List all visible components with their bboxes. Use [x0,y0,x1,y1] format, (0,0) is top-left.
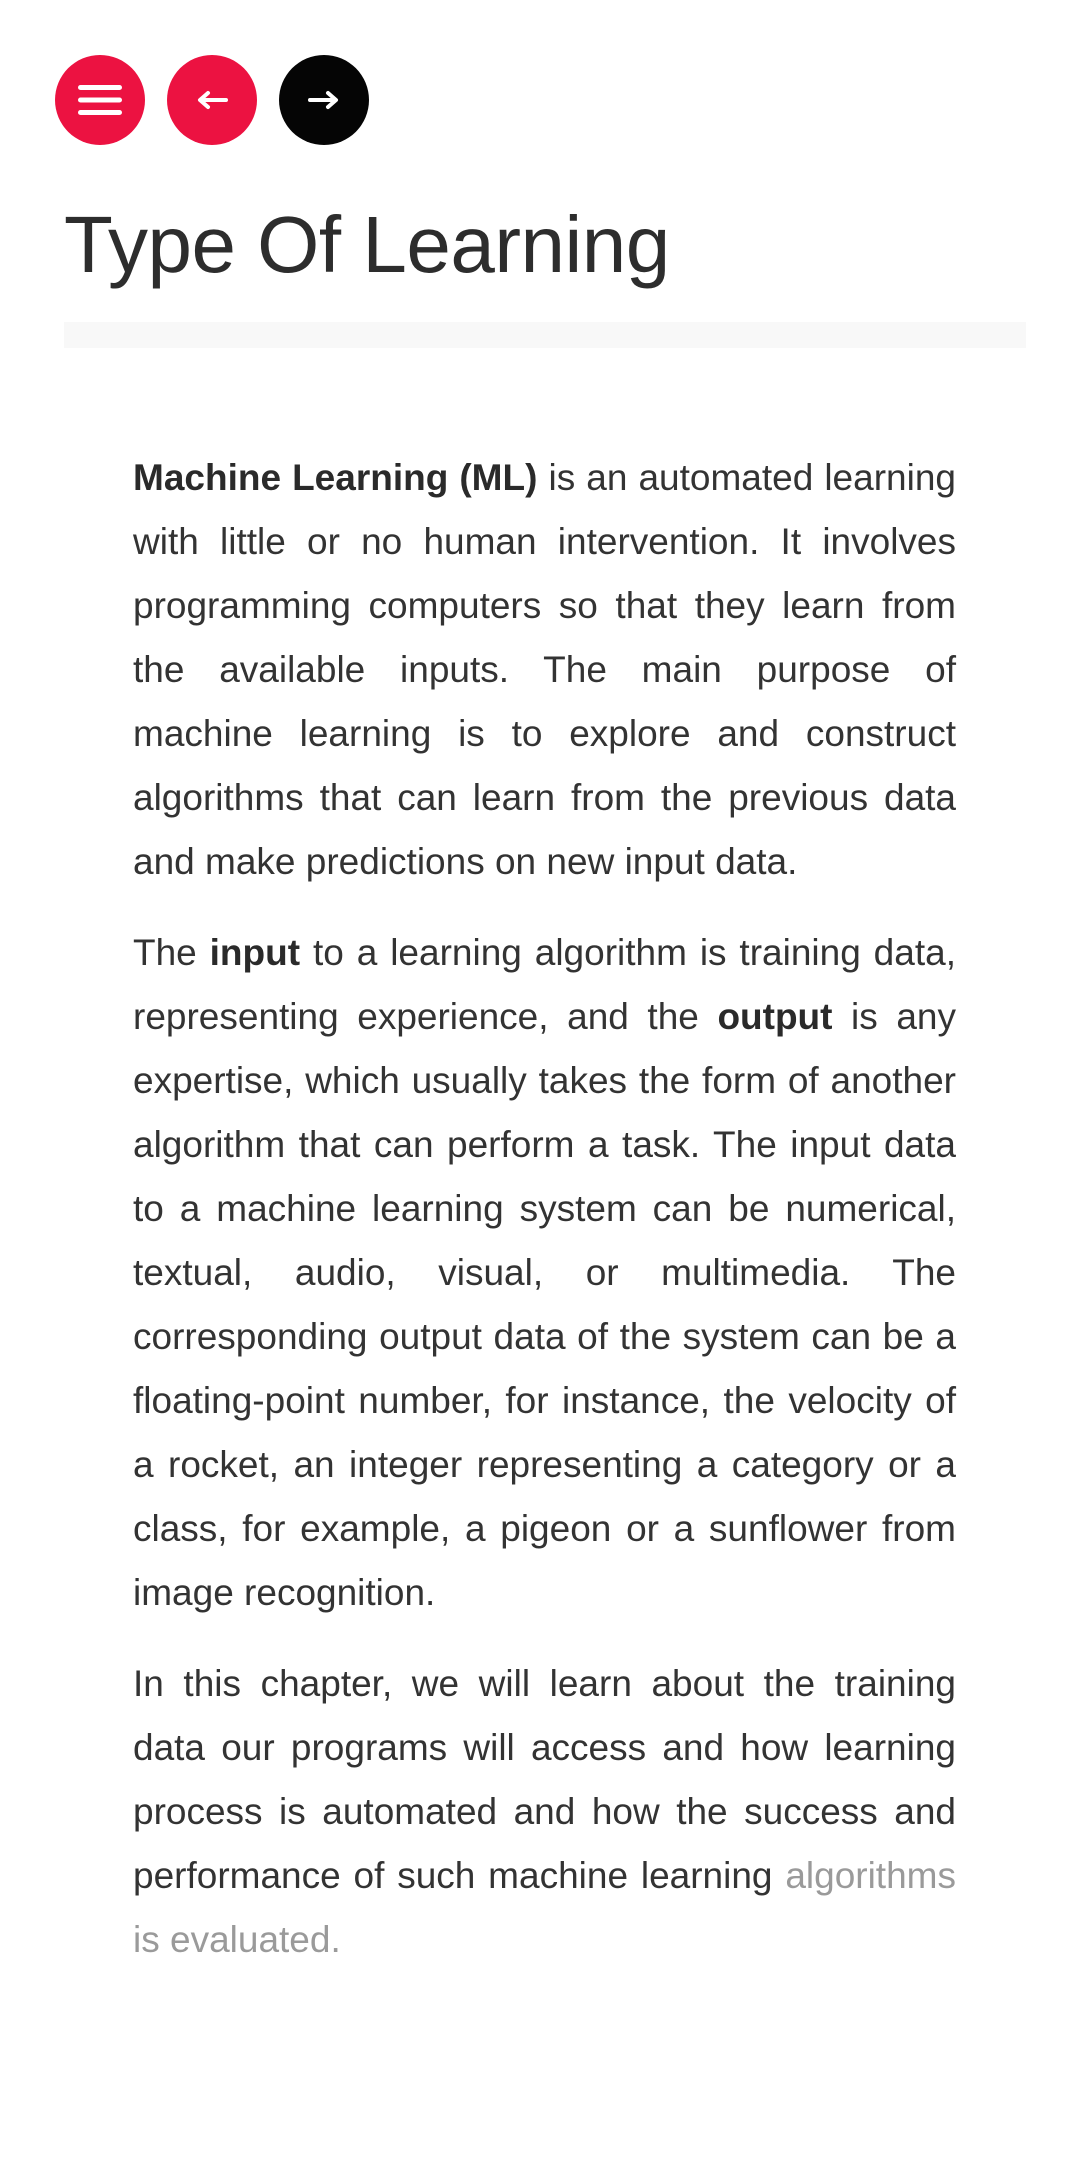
arrow-right-icon [308,90,340,110]
paragraph-chapter-text: In this chapter, we will learn about the training data our programs will access and how learning process is automated and how the success and performance of such machine learning [133,1663,956,1896]
term-machine-learning: Machine Learning (ML) [133,457,538,498]
hamburger-menu-icon [78,83,122,117]
term-input: input [209,932,301,973]
paragraph-chapter-overview [133,1652,956,1972]
forward-button[interactable] [279,55,369,145]
paragraph-io-text-3: is any expertise, which usually takes the form of another algorithm that can perform a task. The input data to a machine learning system can be numerical, textual, audio, visual, or multimedia. The corresponding output data of the system can be a floating-point number, for instance, the velocity of a rocket, an integer representing a category or a class, for example, a pigeon or a sunflower from image recognition. [133,996,957,1613]
navigation-bar [55,55,369,145]
article-body [133,446,956,1999]
paragraph-intro-text: is an automated learning with little or no human intervention. It involves programming computers so that they learn from the available inputs. The main purpose of machine learning is to explore and construct algorithms that can learn from the previous data and make predictions on new input data. [133,457,956,882]
paragraph-intro [133,446,956,894]
paragraph-chapter-faded-text: algorithms is evaluated. [133,1855,956,1960]
menu-button[interactable] [55,55,145,145]
back-button[interactable] [167,55,257,145]
term-output: output [717,996,833,1037]
paragraph-io-text-2: to a learning algorithm is training data, representing experience, and the [133,932,956,1037]
arrow-left-icon [196,90,228,110]
title-divider [64,322,1026,348]
paragraph-io-text-1: The [133,932,210,973]
page-title: Type Of Learning [64,200,670,289]
paragraph-input-output [133,921,956,1625]
